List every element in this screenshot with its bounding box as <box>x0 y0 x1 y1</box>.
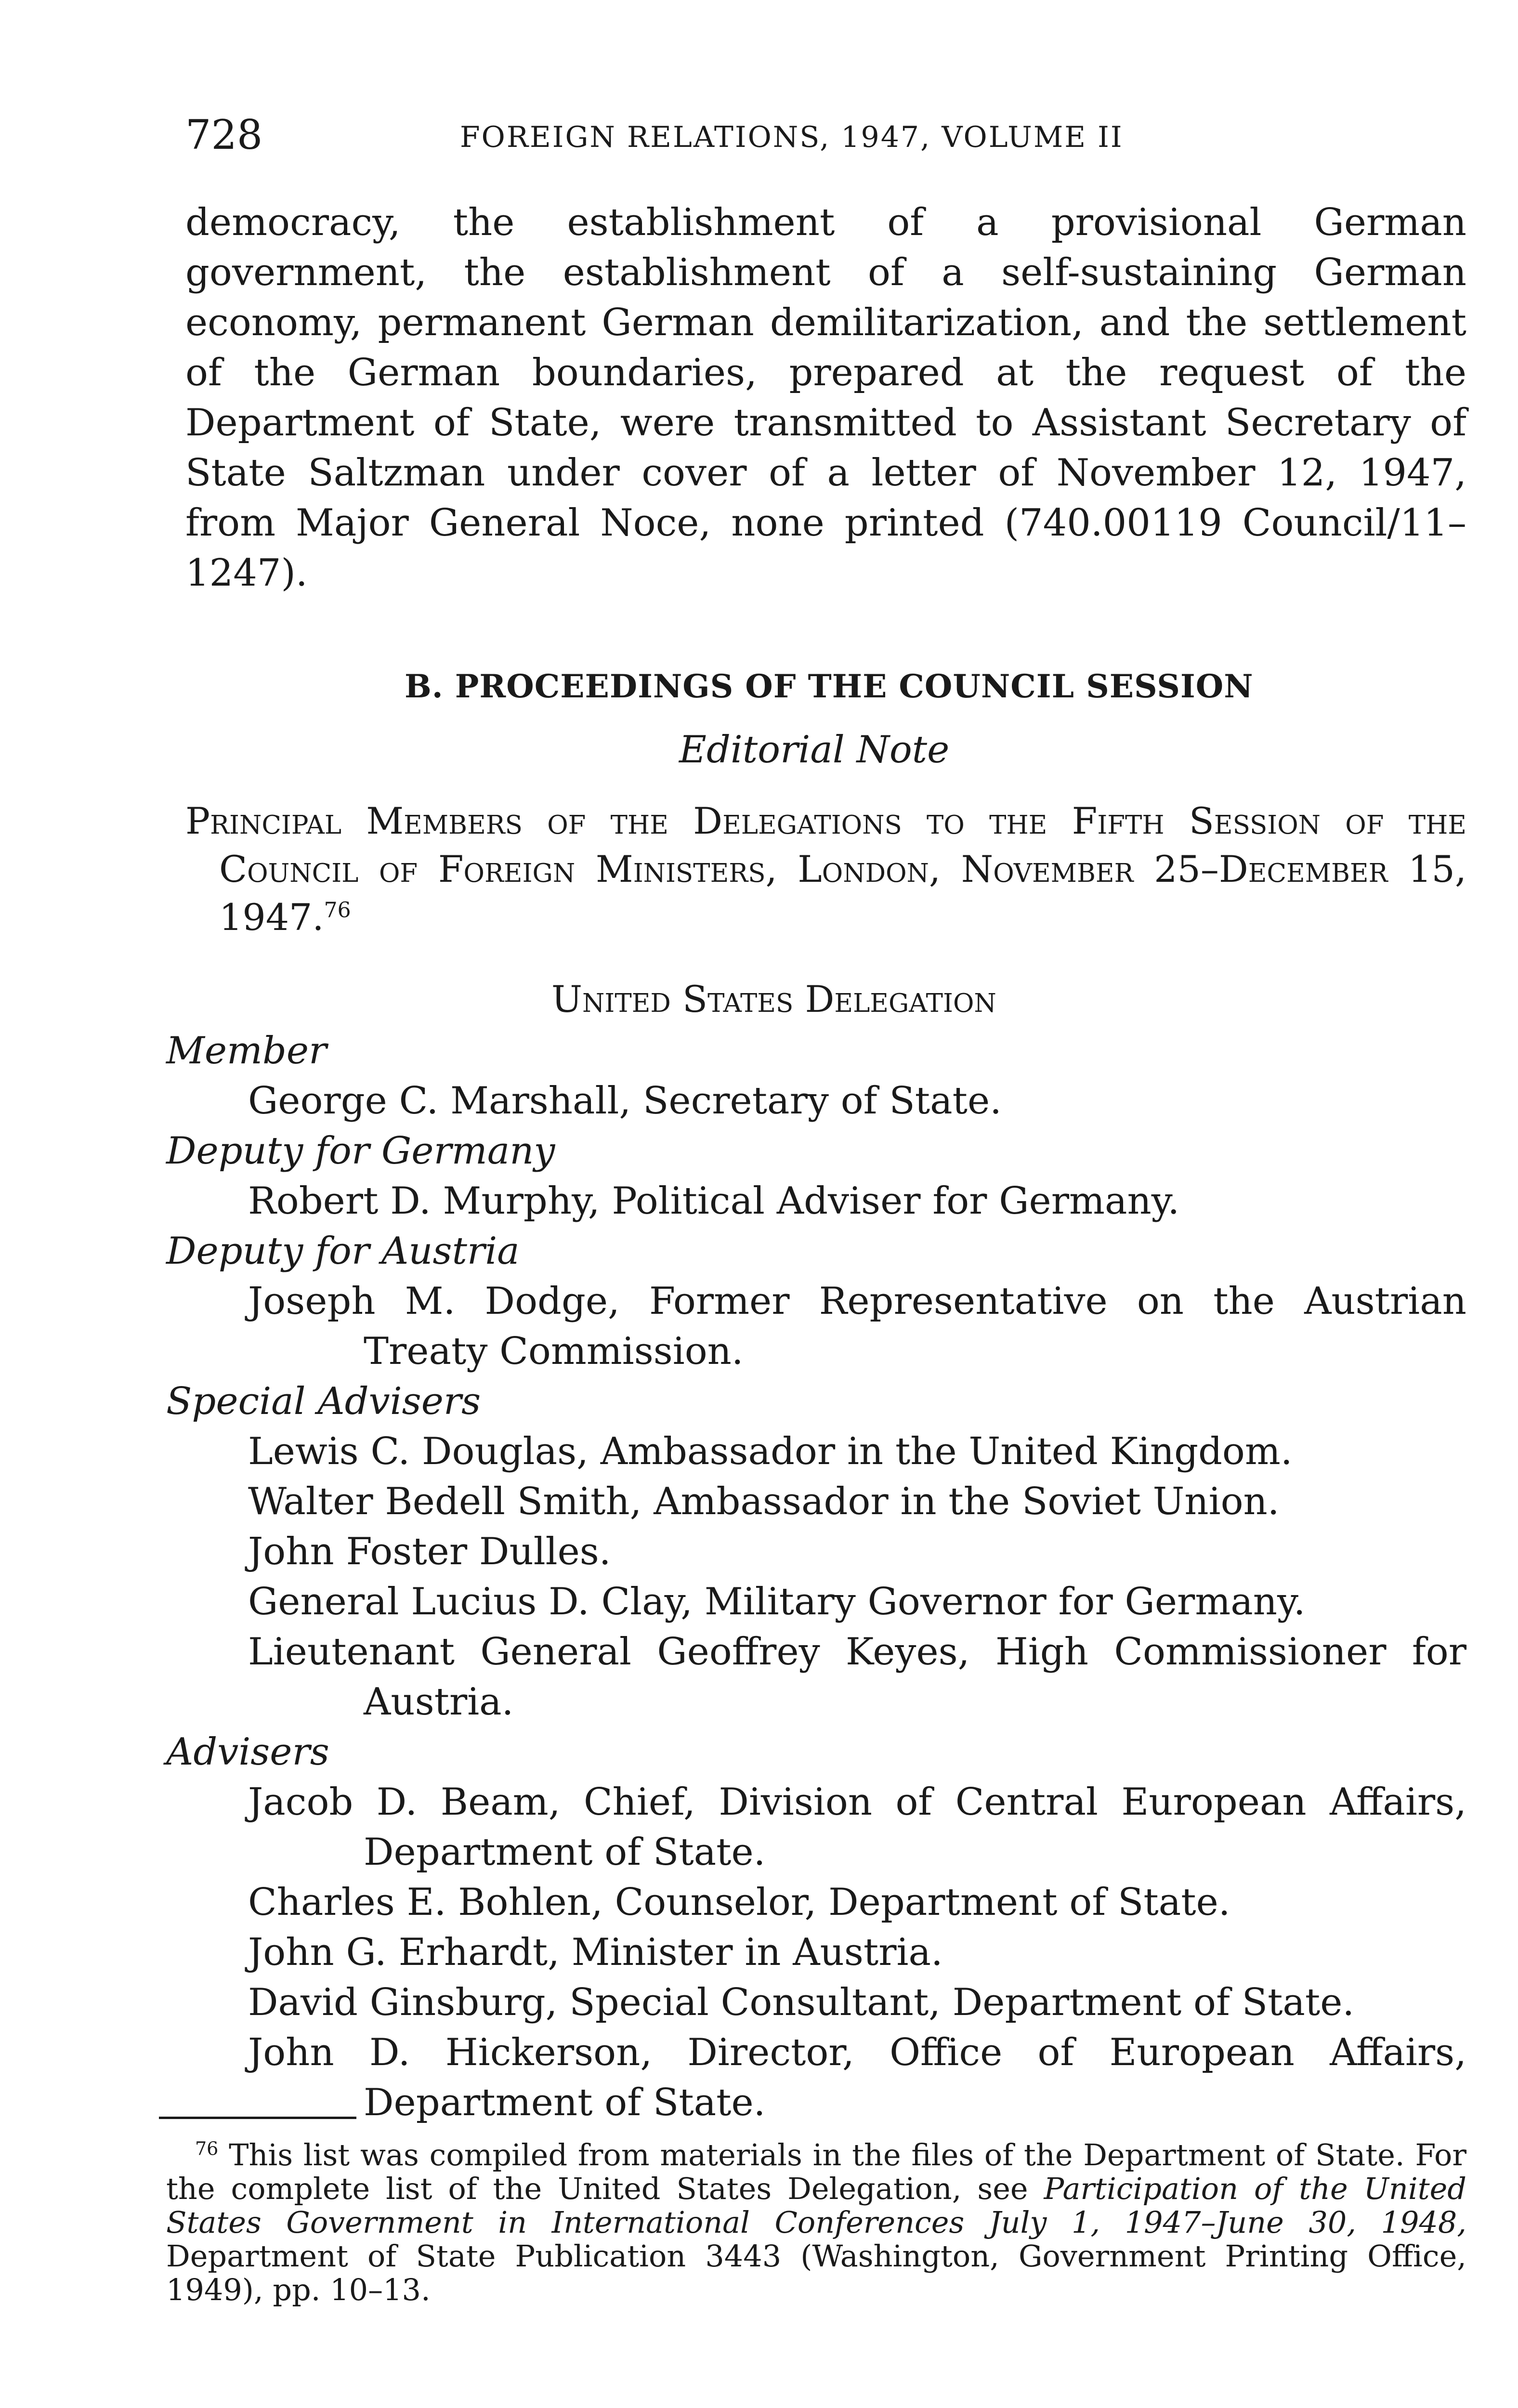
footnote-number: 76 <box>195 2138 219 2159</box>
category-special-advisers: Special Advisers <box>166 1380 481 1423</box>
delegation-roster <box>166 1026 1466 2128</box>
roster-entry: John G. Erhardt, Minister in Austria. <box>248 1931 943 1974</box>
category-member: Member <box>166 1029 327 1073</box>
roster-entry: Robert D. Murphy, Political Adviser for Germany. <box>248 1179 1180 1223</box>
category-deputy-austria: Deputy for Austria <box>166 1230 520 1273</box>
footnote-publication-title: Participation of the United States Government in International Conferences July 1, 1947–June 30, 1948, <box>166 2171 1466 2240</box>
page-number: 728 <box>185 111 263 158</box>
running-head <box>185 108 1233 161</box>
category-deputy-germany: Deputy for Germany <box>166 1129 555 1173</box>
roster-entry: John Foster Dulles. <box>248 1530 611 1573</box>
footnote-divider <box>159 2117 356 2119</box>
list-heading-text: Principal Members of the Delegations to the Fifth Session of the Council of Foreign Ministers, London, November 25–December 15, 1947. <box>185 799 1466 939</box>
list-heading <box>185 797 1466 942</box>
roster-entry: Walter Bedell Smith, Ambassador in the Soviet Union. <box>248 1480 1280 1523</box>
delegation-title: United States Delegation <box>551 978 996 1021</box>
roster-entry: David Ginsburg, Special Consultant, Department of State. <box>248 1981 1355 2024</box>
roster-entry: Charles E. Bohlen, Counselor, Department of State. <box>248 1881 1230 1924</box>
footnote-text-part2: Department of State Publication 3443 (Washington, Government Printing Office, 1949), pp. 10–13. <box>166 2238 1466 2307</box>
footnote-reference: 76 <box>324 898 351 923</box>
footnote <box>166 2138 1466 2307</box>
roster-entry: General Lucius D. Clay, Military Governor for Germany. <box>248 1580 1306 1623</box>
roster-entry: Jacob D. Beam, Chief, Division of Central European Affairs, Department of State. <box>248 1780 1466 1874</box>
intro-paragraph: democracy, the establishment of a provisional German government, the establishment of a self-sustaining German economy, permanent German demilitarization, and the settlement of the German boundaries, prepared at the request of the Department of State, were transmitted to Assistant Secretary of State Saltzman under cover of a letter of November 12, 1947, from Major General Noce, none printed (740.00119 Council/11–1247). <box>185 201 1466 595</box>
running-title: FOREIGN RELATIONS, 1947, VOLUME II <box>460 120 1124 154</box>
roster-entry: John D. Hickerson, Director, Office of European Affairs, Department of State. <box>248 2031 1466 2124</box>
category-advisers: Advisers <box>166 1730 329 1774</box>
roster-entry: George C. Marshall, Secretary of State. <box>248 1079 1002 1123</box>
footnote-text-part1: This list was compiled from materials in the files of the Department of State. For the complete list of the United States Delegation, see <box>166 2137 1466 2206</box>
section-heading: B. PROCEEDINGS OF THE COUNCIL SESSION <box>405 667 1254 705</box>
editorial-note-heading: Editorial Note <box>679 728 950 772</box>
roster-entry: Lewis C. Douglas, Ambassador in the United Kingdom. <box>248 1430 1293 1473</box>
roster-entry: Joseph M. Dodge, Former Representative on the Austrian Treaty Commission. <box>248 1280 1466 1373</box>
roster-entry: Lieutenant General Geoffrey Keyes, High Commissioner for Austria. <box>248 1630 1466 1724</box>
